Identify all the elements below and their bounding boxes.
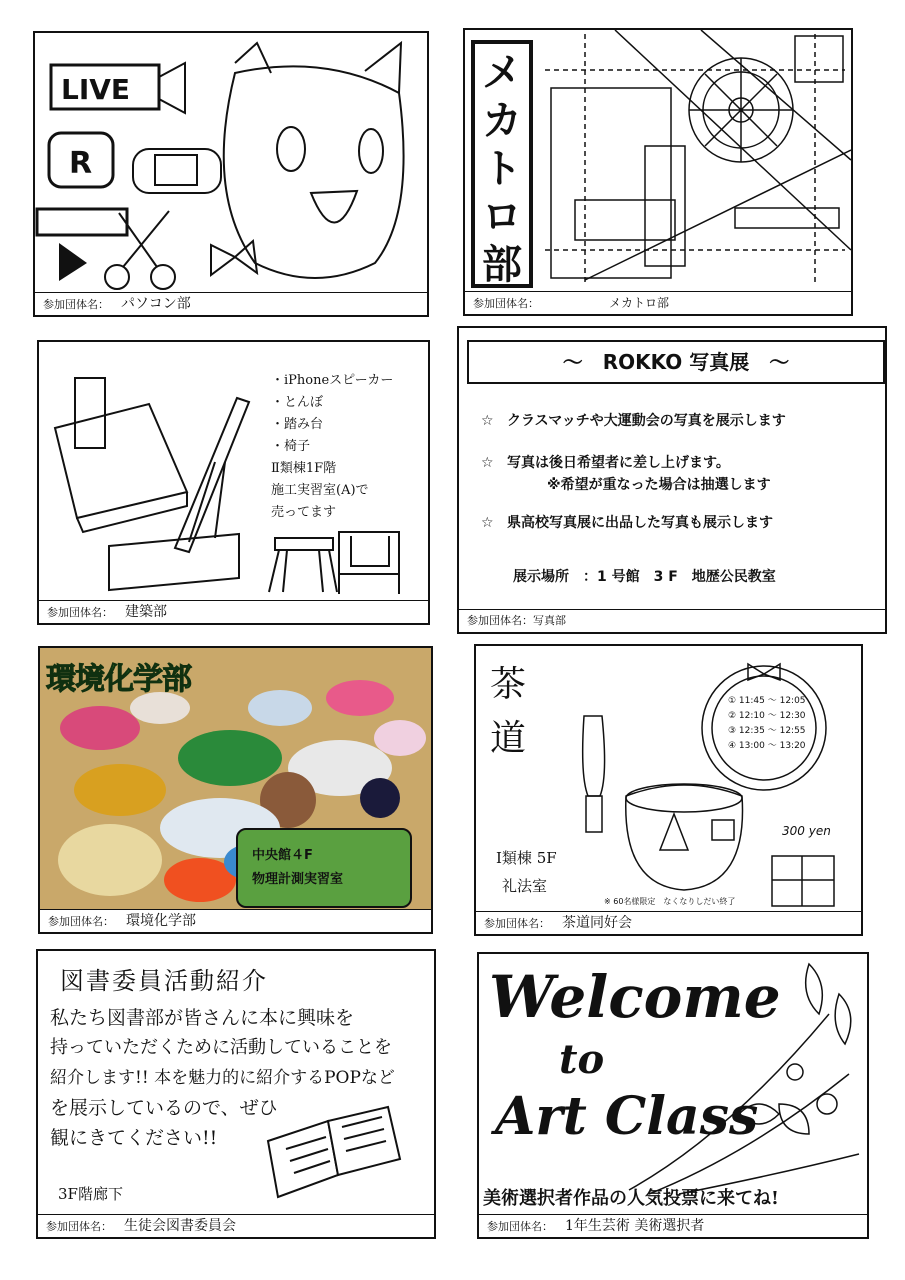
library-line: 私たち図書部が皆さんに本に興味を bbox=[50, 1007, 355, 1029]
library-place: 3F階廊下 bbox=[58, 1185, 123, 1203]
tea-price: 300 yen bbox=[782, 824, 831, 838]
tea-ceremony-illustration bbox=[476, 646, 861, 912]
time-slot: ① 11:45 ～ 12:05 bbox=[728, 696, 806, 706]
location-line: 物理計測実習室 bbox=[252, 872, 344, 887]
note-line: 売ってます bbox=[271, 505, 337, 520]
footer-label: 参加団体名： bbox=[484, 917, 550, 930]
note-line: ・iPhoneスピーカー bbox=[271, 373, 394, 388]
card-mechatronics-club bbox=[463, 28, 853, 316]
card-footer bbox=[476, 911, 861, 934]
location-line: 中央館４F bbox=[252, 848, 313, 863]
place-line: Ⅰ類棟 5F bbox=[496, 849, 557, 867]
banner-char-1: メ bbox=[482, 50, 522, 96]
art-to-text: to bbox=[559, 1036, 605, 1083]
bullet-text: クラスマッチや大運動会の写真を展示します bbox=[507, 413, 786, 429]
card-footer bbox=[39, 600, 428, 623]
env-chemistry-photo bbox=[40, 648, 431, 910]
library-title: 図書委員活動紹介 bbox=[60, 967, 268, 995]
footer-label: 参加団体名： bbox=[46, 1220, 112, 1233]
photo-lottery-note: ※希望が重なった場合は抽選します bbox=[547, 477, 771, 493]
architecture-illustration bbox=[39, 342, 428, 601]
mechatronics-illustration bbox=[465, 30, 851, 292]
pc-club-illustration bbox=[35, 33, 427, 293]
library-line: 観にきてください!! bbox=[50, 1127, 218, 1149]
star-bullet: ☆ bbox=[481, 413, 494, 429]
star-bullet: ☆ bbox=[481, 515, 494, 531]
time-slot: ④ 13:00 ～ 13:20 bbox=[728, 741, 806, 751]
library-line: 持っていただくために活動していることを bbox=[50, 1037, 392, 1058]
card-architecture-club bbox=[37, 340, 430, 625]
card-pc-club bbox=[33, 31, 429, 317]
place-line: 礼法室 bbox=[502, 877, 548, 895]
tea-place bbox=[496, 844, 557, 900]
banner-char-4: ロ bbox=[482, 194, 522, 240]
photo-bullet-3 bbox=[481, 512, 773, 532]
env-chemistry-title: 環境化学部 bbox=[46, 662, 191, 697]
banner-char-5: 部 bbox=[482, 242, 522, 288]
tea-title-char: 道 bbox=[490, 718, 527, 759]
footer-label: 参加団体名： bbox=[43, 298, 109, 311]
library-line: 紹介します!! 本を魅力的に紹介するPOPなど bbox=[50, 1068, 395, 1088]
tea-title-char: 茶 bbox=[490, 664, 527, 705]
group-name: 写真部 bbox=[533, 614, 566, 627]
footer-label: 参加団体名： bbox=[48, 915, 114, 928]
group-name: 建築部 bbox=[125, 604, 167, 620]
tea-limit-note: ※ 60名様限定 なくなりしだい終了 bbox=[604, 897, 736, 906]
card-footer bbox=[40, 909, 431, 932]
bullet-text: 県高校写真展に出品した写真も展示します bbox=[507, 515, 773, 531]
art-class-text: Art Class bbox=[495, 1086, 759, 1147]
card-footer bbox=[459, 609, 885, 632]
architecture-notes bbox=[271, 370, 393, 524]
photo-exhibit-notice bbox=[459, 328, 885, 610]
note-line: Ⅱ類棟1F階 bbox=[271, 461, 337, 476]
group-name: 環境化学部 bbox=[126, 913, 196, 929]
bullet-text: 写真は後日希望者に差し上げます。 bbox=[507, 455, 730, 471]
photo-exhibit-title: ～ ROKKO 写真展 ～ bbox=[467, 340, 885, 384]
footer-label: 参加団体名： bbox=[473, 297, 539, 310]
group-name: 茶道同好会 bbox=[562, 915, 632, 931]
card-library-committee bbox=[36, 949, 436, 1239]
live-sign-text: LIVE bbox=[61, 73, 131, 106]
footer-label: 参加団体名： bbox=[487, 1220, 553, 1233]
card-art-class bbox=[477, 952, 869, 1239]
r-button-text: R bbox=[69, 146, 93, 181]
env-chemistry-location-box bbox=[236, 828, 412, 908]
note-line: ・椅子 bbox=[271, 439, 311, 454]
library-committee-notice bbox=[38, 951, 434, 1215]
card-env-chemistry-club bbox=[38, 646, 433, 934]
time-slot: ② 12:10 ～ 12:30 bbox=[728, 711, 806, 721]
card-footer bbox=[465, 291, 851, 314]
photo-bullet-2 bbox=[481, 452, 730, 472]
photo-bullet-1 bbox=[481, 410, 786, 430]
banner-char-3: ト bbox=[482, 146, 522, 192]
tea-title bbox=[490, 658, 526, 766]
card-tea-ceremony-club bbox=[474, 644, 863, 936]
card-footer bbox=[35, 292, 427, 315]
note-line: ・とんぼ bbox=[271, 395, 324, 410]
card-footer bbox=[479, 1214, 867, 1237]
group-name: 1年生芸術 美術選択者 bbox=[565, 1218, 705, 1234]
library-line: を展示しているので、ぜひ bbox=[50, 1097, 278, 1119]
time-slot: ③ 12:35 ～ 12:55 bbox=[728, 726, 806, 736]
art-vote-text: 美術選択者作品の人気投票に来てね! bbox=[483, 1188, 779, 1209]
photo-exhibit-place: 展示場所 ：1 号館 3 F 地歴公民教室 bbox=[513, 569, 776, 585]
card-photo-club bbox=[457, 326, 887, 634]
star-bullet: ☆ bbox=[481, 455, 494, 471]
art-class-illustration bbox=[479, 954, 867, 1215]
tea-time-slots bbox=[728, 694, 806, 754]
card-footer bbox=[38, 1214, 434, 1237]
note-line: 施工実習室(A)で bbox=[271, 483, 369, 498]
footer-label: 参加団体名： bbox=[47, 606, 113, 619]
art-welcome-text: Welcome bbox=[489, 963, 781, 1031]
group-name: 生徒会図書委員会 bbox=[124, 1218, 236, 1234]
banner-char-2: カ bbox=[482, 98, 522, 144]
note-line: ・踏み台 bbox=[271, 417, 324, 432]
group-name: パソコン部 bbox=[121, 296, 191, 312]
group-name: メカトロ部 bbox=[609, 296, 670, 310]
footer-label: 参加団体名： bbox=[467, 614, 533, 627]
